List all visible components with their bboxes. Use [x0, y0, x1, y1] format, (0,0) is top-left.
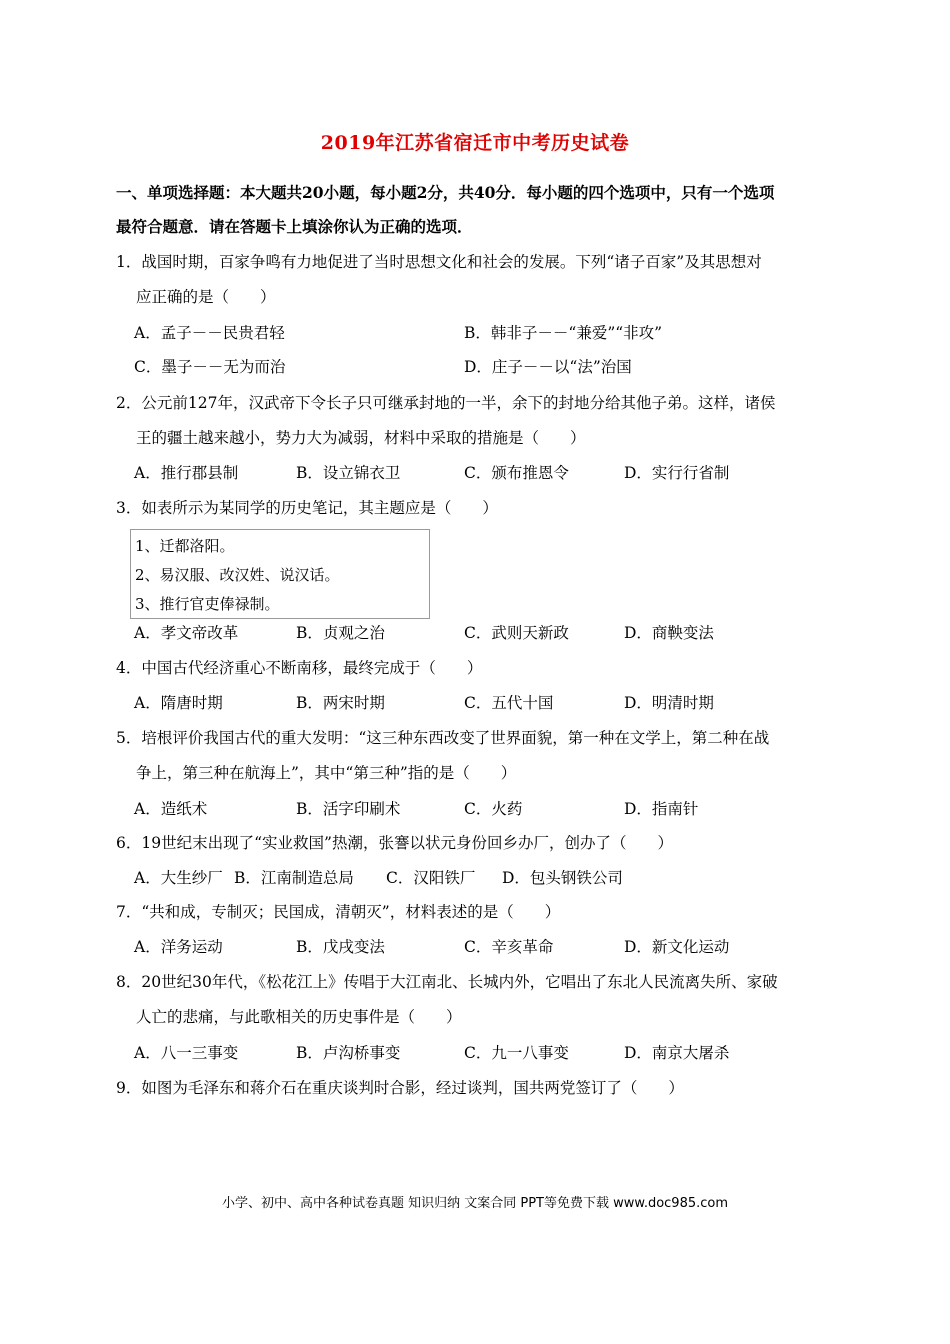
- option-a[interactable]: A．隋唐时期: [134, 694, 223, 712]
- page-title: 2019年江苏省宿迁市中考历史试卷: [320, 132, 630, 154]
- question-text: 公元前127年，汉武帝下令长子只可继承封地的一半，余下的封地分给其他子弟。这样，诸侯: [141, 394, 776, 412]
- option-d[interactable]: D．南京大屠杀: [624, 1044, 730, 1062]
- question-number: 7．: [116, 903, 142, 921]
- option-a[interactable]: A．孝文帝改革: [134, 624, 239, 642]
- question-number: 5．: [116, 729, 142, 747]
- option-a[interactable]: A．孟子－－民贵君轻: [134, 324, 285, 342]
- option-d[interactable]: D．商鞅变法: [624, 624, 714, 642]
- question-text: 培根评价我国古代的重大发明：“这三种东西改变了世界面貌，第一种在文学上，第二种在战: [141, 729, 770, 747]
- question-text: 战国时期，百家争鸣有力地促进了当时思想文化和社会的发展。下列“诸子百家”及其思想对: [141, 253, 762, 271]
- option-d[interactable]: D．庄子－－以“法”治国: [464, 358, 632, 376]
- option-a[interactable]: A．大生纱厂: [134, 869, 223, 887]
- option-d[interactable]: D．新文化运动: [624, 938, 730, 956]
- section-heading-line-1: 一、单项选择题：本大题共20小题，每小题2分，共40分．每小题的四个选项中，只有一个选项: [116, 183, 775, 202]
- option-b[interactable]: B．江南制造总局: [234, 869, 354, 887]
- option-b[interactable]: B．戊戌变法: [296, 938, 385, 956]
- question-2-continued: 王的疆土越来越小，势力大为减弱，材料中采取的措施是（ ）: [136, 429, 586, 447]
- option-b[interactable]: B．设立锦衣卫: [296, 464, 401, 482]
- option-d[interactable]: D．实行行省制: [624, 464, 730, 482]
- option-c[interactable]: C．汉阳铁厂: [386, 869, 476, 887]
- question-number: 2．: [116, 394, 142, 412]
- option-c[interactable]: C．墨子－－无为而治: [134, 358, 286, 376]
- question-4: [116, 651, 846, 685]
- option-a[interactable]: A．洋务运动: [134, 938, 223, 956]
- question-text: 如表所示为某同学的历史笔记，其主题应是（ ）: [141, 499, 498, 517]
- question-text: 中国古代经济重心不断南移，最终完成于（ ）: [141, 659, 483, 677]
- question-number: 1．: [116, 253, 142, 271]
- question-8: [116, 965, 846, 999]
- option-c[interactable]: C．武则天新政: [464, 624, 569, 642]
- option-d[interactable]: D．指南针: [624, 800, 699, 818]
- question-7: [116, 895, 846, 929]
- question-3: [116, 491, 846, 525]
- note-line-3: 3、推行官吏俸禄制。: [135, 595, 280, 613]
- section-heading-line-2: 最符合题意．请在答题卡上填涂你认为正确的选项．: [116, 217, 473, 236]
- option-c[interactable]: C．颁布推恩令: [464, 464, 569, 482]
- option-b[interactable]: B．活字印刷术: [296, 800, 401, 818]
- option-d[interactable]: D．包头钢铁公司: [502, 869, 623, 887]
- note-line-1: 1、迁都洛阳。: [135, 537, 235, 555]
- question-5: [116, 721, 846, 755]
- question-8-continued: 人亡的悲痛，与此歌相关的历史事件是（ ）: [136, 1008, 462, 1026]
- question-5-continued: 争上，第三种在航海上”，其中“第三种”指的是（ ）: [136, 764, 517, 782]
- question-number: 6．: [116, 834, 142, 852]
- history-notes-table: [130, 529, 430, 619]
- page-footer[interactable]: 小学、初中、高中各种试卷真题 知识归纳 文案合同 PPT等免费下载 www.doc985.com: [221, 1196, 729, 1211]
- question-number: 3．: [116, 499, 142, 517]
- question-text: “共和成，专制灭；民国成，清朝灭”，材料表述的是（ ）: [141, 903, 561, 921]
- option-b[interactable]: B．卢沟桥事变: [296, 1044, 401, 1062]
- question-1-continued: 应正确的是（ ）: [136, 288, 276, 306]
- question-text: 如图为毛泽东和蒋介石在重庆谈判时合影，经过谈判，国共两党签订了（ ）: [141, 1079, 684, 1097]
- option-b[interactable]: B．两宋时期: [296, 694, 385, 712]
- option-c[interactable]: C．九一八事变: [464, 1044, 569, 1062]
- option-b[interactable]: B．韩非子－－“兼爱”“非攻”: [464, 324, 663, 342]
- question-2: [116, 386, 846, 420]
- question-text: 19世纪末出现了“实业救国”热潮，张謇以状元身份回乡办厂，创办了（ ）: [141, 834, 673, 852]
- option-a[interactable]: A．八一三事变: [134, 1044, 239, 1062]
- question-number: 8．: [116, 973, 142, 991]
- option-c[interactable]: C．五代十国: [464, 694, 554, 712]
- option-a[interactable]: A．造纸术: [134, 800, 208, 818]
- note-line-2: 2、易汉服、改汉姓、说汉话。: [135, 566, 340, 584]
- option-d[interactable]: D．明清时期: [624, 694, 714, 712]
- option-c[interactable]: C．火药: [464, 800, 523, 818]
- question-number: 9．: [116, 1079, 142, 1097]
- option-c[interactable]: C．辛亥革命: [464, 938, 554, 956]
- question-number: 4．: [116, 659, 142, 677]
- question-text: 20世纪30年代，《松花江上》传唱于大江南北、长城内外，它唱出了东北人民流离失所、家破: [141, 973, 778, 991]
- question-9: [116, 1071, 846, 1105]
- option-a[interactable]: A．推行郡县制: [134, 464, 239, 482]
- question-6: [116, 826, 846, 860]
- question-1: [116, 245, 846, 279]
- option-b[interactable]: B．贞观之治: [296, 624, 385, 642]
